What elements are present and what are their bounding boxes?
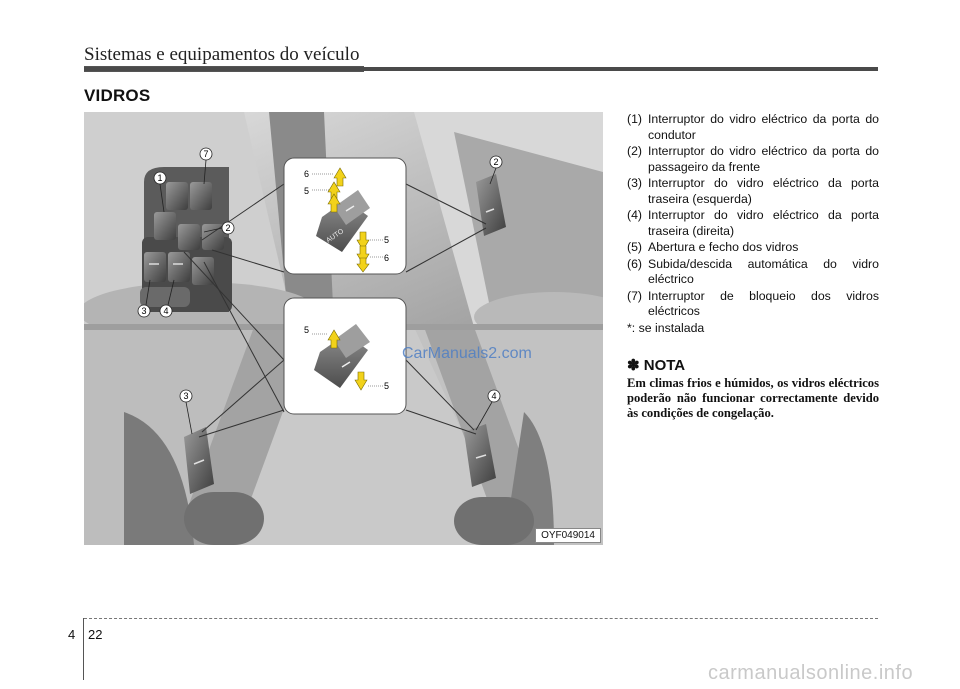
list-item-text: Interruptor do vidro eléctrico da porta traseira (direita) (648, 208, 879, 238)
figure-code: OYF049014 (535, 528, 601, 543)
site-watermark: carmanualsonline.info (708, 662, 914, 684)
regular-switch-detail (284, 298, 406, 414)
list-item (627, 240, 879, 256)
callout-3-driver: 3 (141, 306, 147, 316)
list-item (627, 208, 879, 239)
list-item-number: (3) (627, 176, 643, 190)
list-item-number: (2) (627, 144, 643, 158)
callout-4-driver: 4 (163, 306, 169, 316)
note-title: NOTA (643, 357, 686, 374)
chapter-number: 4 (68, 627, 76, 642)
note-star-icon: ✽ (627, 357, 640, 374)
callout-1: 1 (157, 173, 163, 183)
header-rule (84, 67, 878, 71)
list-item (627, 144, 879, 175)
list-item (627, 112, 879, 143)
header-title: Sistemas e equipamentos do veículo (84, 44, 360, 65)
list-item (627, 176, 879, 207)
list-item-text: Subida/descida automática do vidro eléctrico (648, 256, 879, 286)
callout-2-driver: 2 (225, 223, 231, 233)
note-body: Em climas frios e húmidos, os vidros eléctricos poderão não funcionar correctamente devido às condições de congelação. (627, 376, 879, 420)
list-item-number: (7) (627, 288, 643, 303)
footnote: *: se instalada (627, 321, 705, 335)
callout-5-lower-right: 5 (384, 381, 390, 391)
watermark: CarManuals2.com (402, 345, 532, 362)
list-item-text: Abertura e fecho dos vidros (648, 240, 799, 254)
callout-5-right: 5 (384, 235, 390, 245)
component-list (627, 112, 879, 321)
callout-5-top: 5 (304, 186, 310, 196)
list-item-number: (4) (627, 208, 643, 222)
list-item (627, 289, 879, 320)
callout-6-top: 6 (304, 169, 310, 179)
list-item-text: Interruptor de bloqueio dos vidros eléctricos (648, 288, 879, 318)
callout-5-lower-left: 5 (304, 325, 310, 335)
window-switch-figure (84, 112, 603, 545)
callout-3-rear: 3 (183, 391, 189, 401)
list-item-text: Interruptor do vidro eléctrico da porta do condutor (648, 112, 879, 142)
driver-switch-panel (140, 167, 232, 312)
callout-7: 7 (203, 149, 209, 159)
list-item-number: (5) (627, 240, 643, 254)
list-item (627, 257, 879, 288)
footer-divider (83, 618, 84, 680)
callout-4-rear: 4 (491, 391, 497, 401)
list-item-number: (1) (627, 112, 643, 126)
section-title: VIDROS (84, 86, 151, 105)
note-heading (627, 356, 685, 374)
list-item-number: (6) (627, 256, 643, 271)
callout-2-passenger: 2 (493, 157, 499, 167)
page-number: 22 (88, 627, 103, 642)
footer-rule (84, 618, 878, 619)
callout-6-right: 6 (384, 253, 390, 263)
list-item-text: Interruptor do vidro eléctrico da porta traseira (esquerda) (648, 176, 879, 206)
auto-label: AUTO (325, 227, 346, 245)
list-item-text: Interruptor do vidro eléctrico da porta do passageiro da frente (648, 144, 879, 174)
